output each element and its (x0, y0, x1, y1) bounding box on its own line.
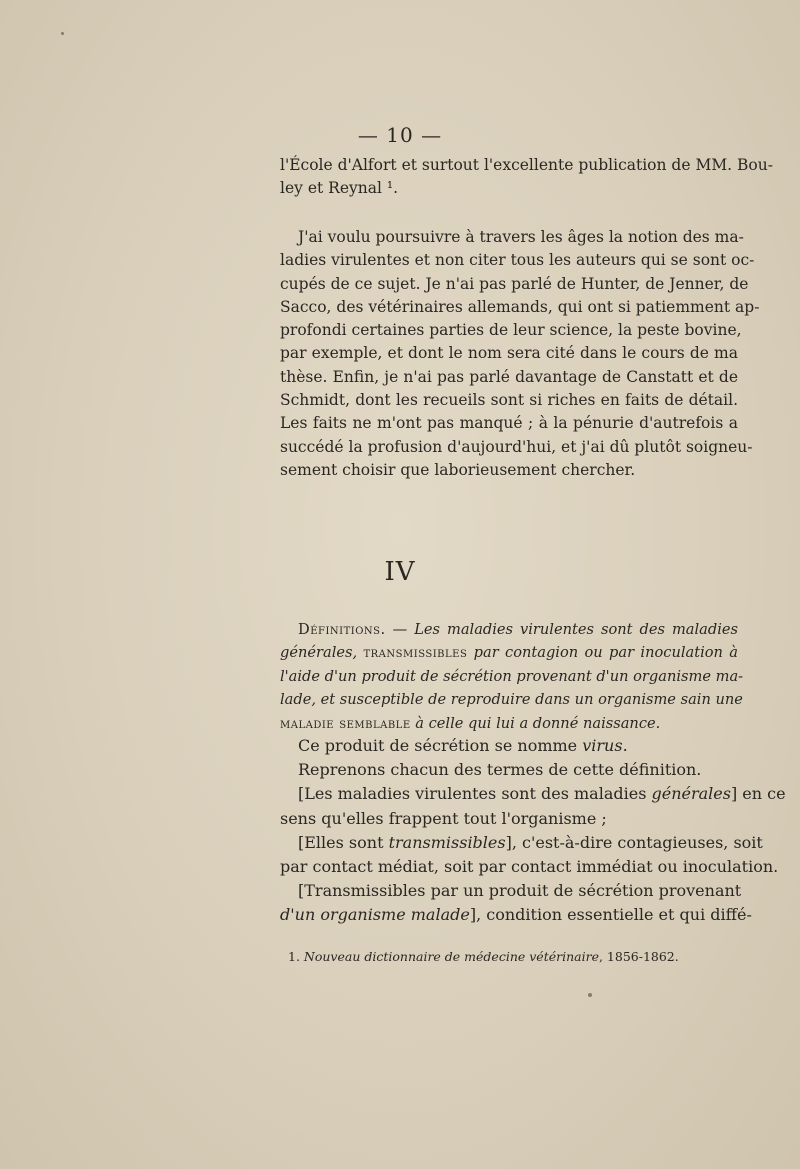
paragraph-continuation (280, 154, 773, 201)
text-run: d'un organisme malade (280, 905, 470, 925)
text-run: par contagion ou par inoculation à (467, 644, 738, 662)
text-line (280, 641, 738, 664)
footnote-number: 1. (288, 949, 304, 964)
text-line: par exemple, et dont le nom sera cité dans le cours de ma (280, 344, 738, 363)
footnote-title: Nouveau dictionnaire de médecine vétérinaire (303, 949, 599, 964)
text-line: thèse. Enfin, je n'ai pas parlé davantage de Canstatt et de (280, 367, 738, 386)
text-line: Schmidt, dont les recueils sont si riches en faits de détail. (280, 391, 738, 410)
text-run: ], c'est-à-dire contagieuses, soit (505, 832, 763, 852)
paragraph-history (280, 226, 760, 482)
section-heading: IV (384, 557, 416, 587)
text-line: Sacco, des vétérinaires allemands, qui ont si patiemment ap- (280, 297, 760, 316)
text-run: ] en ce (730, 784, 786, 804)
text-run: — Les maladies virulentes sont des maladies (385, 621, 738, 638)
text-line: ley et Reynal ¹. (280, 179, 398, 198)
text-line (280, 734, 738, 758)
text-run: virus (582, 736, 623, 755)
text-line: lade, et susceptible de reproduire dans un organisme sain une (280, 691, 743, 709)
text-run: ], condition essentielle et qui diffé- (469, 905, 752, 925)
footnote (288, 949, 679, 964)
text-line: cupés de ce sujet. Je n'ai pas parlé de Hunter, de Jenner, de (280, 274, 749, 293)
text-line: l'École d'Alfort et surtout l'excellente publication de MM. Bou- (280, 156, 773, 174)
text-line: sens qu'elles frappent tout l'organisme ; (280, 808, 607, 828)
ink-speck (588, 993, 592, 997)
text-run: . (622, 736, 628, 755)
ink-speck (61, 32, 64, 35)
text-line: sement choisir que laborieusement chercher. (280, 460, 636, 479)
text-run: transmissibles (363, 644, 468, 662)
text-line: ladies virulentes et non citer tous les auteurs qui se sont oc- (280, 251, 755, 270)
text-line (280, 782, 786, 806)
text-line: J'ai voulu poursuivre à travers les âges la notion des ma- (298, 228, 744, 246)
text-line: par contact médiat, soit par contact immédiat ou inoculation. (280, 856, 779, 876)
text-line (280, 831, 763, 855)
definition-analysis (280, 734, 786, 928)
footnote-date: , 1856-1862. (598, 949, 679, 964)
text-line (280, 903, 752, 927)
text-line (280, 712, 738, 735)
text-run: Ce produit de sécrétion se nomme (298, 736, 583, 755)
text-run: générales, (280, 644, 364, 662)
definition-paragraph (280, 618, 744, 735)
definition-label: Définitions. (298, 621, 386, 638)
text-run: [Les maladies virulentes sont des maladies (298, 784, 652, 804)
text-line: profondi certaines parties de leur science, la peste bovine, (280, 321, 742, 340)
text-run: générales (651, 784, 731, 804)
text-run: [Elles sont (298, 832, 389, 852)
page-number: — 10 — (357, 123, 443, 147)
text-line: Les faits ne m'ont pas manqué ; à la pénurie d'autrefois a (280, 414, 738, 433)
text-line: [Transmissibles par un produit de sécrétion provenant (298, 881, 742, 901)
text-line (280, 618, 738, 641)
text-line: Reprenons chacun des termes de cette définition. (298, 760, 702, 780)
text-line: l'aide d'un produit de sécrétion provenant d'un organisme ma- (280, 667, 744, 685)
text-run: transmissibles (388, 832, 506, 852)
text-run: maladie semblable (280, 714, 411, 732)
text-run: à celle qui lui a donné naissance. (410, 714, 661, 732)
text-line: succédé la profusion d'aujourd'hui, et j'ai dû plutôt soigneu- (280, 437, 753, 456)
